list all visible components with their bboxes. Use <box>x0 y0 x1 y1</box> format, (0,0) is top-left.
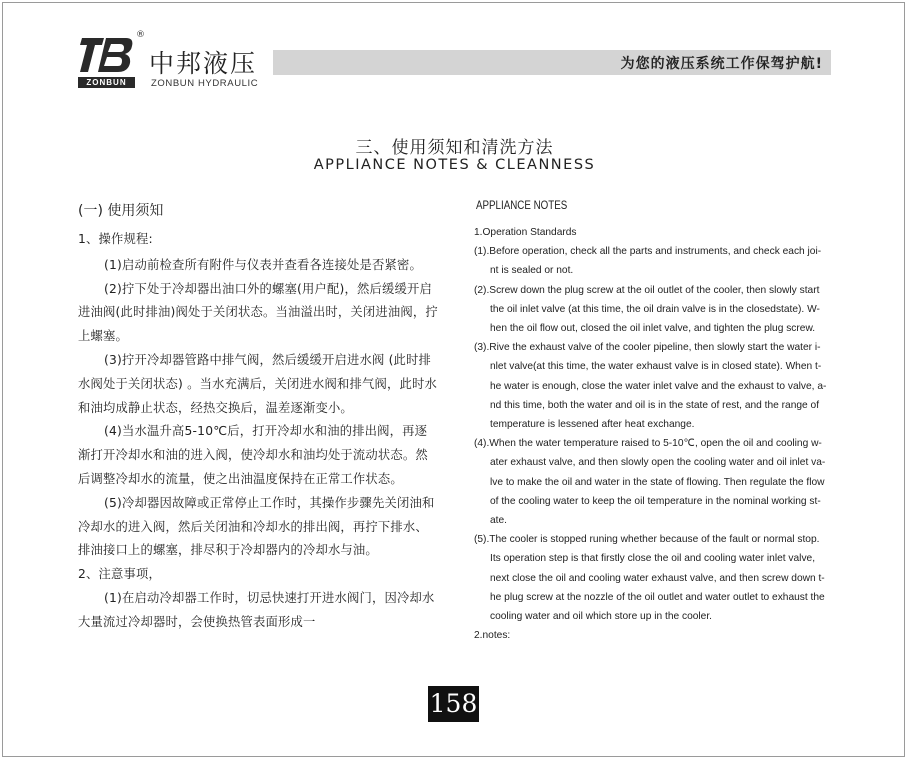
right-column <box>474 200 854 645</box>
text-line: nd this time, both the water and oil is in the state of rest, and the range of <box>490 399 820 411</box>
section-title-en: APPLIANCE NOTES & CLEANNESS <box>313 157 596 173</box>
text-line: of the cooling water to keep the oil temperature in the nominal working st- <box>490 495 821 507</box>
slogan: 为您的液压系统工作保驾护航! <box>620 56 823 72</box>
paragraph: 2、注意事项， <box>78 567 162 582</box>
registered-mark: ® <box>136 30 145 40</box>
section-title-cn: 三、使用须知和清洗方法 <box>355 138 554 158</box>
page-number: 158 <box>428 686 479 722</box>
slogan-bar <box>273 50 831 75</box>
text-line: the oil inlet valve (at this time, the oil drain valve is in the closedstate). W- <box>490 303 820 315</box>
text-line: he water is enough, close the water inlet valve and the exhaust to valve, a- <box>490 380 827 392</box>
text-line: 2.notes: <box>474 630 511 642</box>
right-heading: APPLIANCE NOTES <box>476 200 568 212</box>
left-heading: (一) 使用须知 <box>78 203 164 219</box>
text-line: (1).Before operation, check all the parts and instruments, and check each joi- <box>474 246 822 258</box>
logo-brand-band: ZONBUN <box>78 77 135 88</box>
text-line: hen the oil flow out, closed the oil inlet valve, and tighten the plug screw. <box>490 323 816 335</box>
paragraph: (1)启动前检查所有附件与仪表并查看各连接处是否紧密。 <box>104 257 422 272</box>
text-line: Its operation step is that firstly close the oil and cooling water inlet valve, <box>490 553 816 565</box>
paragraph: (5)冷却器因故障或正常停止工作时，其操作步骤先关闭油和冷却水的进入阀，然后关闭油和冷却水的排出阀，再拧下排水、排油接口上的螺塞，排尽积于冷却器内的冷却水与油。 <box>78 495 435 558</box>
text-line: ate. <box>490 515 507 527</box>
text-line: lve to make the oil and water in the state of flowing. Then regulate the flow <box>490 476 825 488</box>
text-line: nt is sealed or not. <box>490 265 574 277</box>
zonbun-logo-icon <box>78 38 134 72</box>
paragraph: (3)拧开冷却器管路中排气阀，然后缓缓开启进水阀 (此时排水阀处于关闭状态) 。当水充满后，关闭进水阀和排气阀，此时水和油均成静止状态，经热交换后，温差逐渐变小。 <box>78 352 438 415</box>
text-line: 1.Operation Standards <box>474 227 577 238</box>
text-line: next close the oil and cooling water exhaust valve, and then screw down t- <box>490 572 825 584</box>
left-column <box>78 200 438 635</box>
text-line: cooling water and oil which store up in the cooler. <box>490 611 712 623</box>
company-name-en: ZONBUN HYDRAULIC <box>151 78 259 89</box>
text-line: (3).Rive the exhaust valve of the cooler pipeline, then slowly start the water i- <box>474 342 821 354</box>
text-line: nlet valve(at this time, the water exhaust valve is in closed state). When t- <box>490 361 822 373</box>
text-line: (2).Screw down the plug screw at the oil outlet of the cooler, then slowly start <box>474 284 820 296</box>
paragraph: (4)当水温升高5-10℃后，打开冷却水和油的排出阀，再逐渐打开冷却水和油的进入阀，使冷却水和油均处于流动状态。然后调整冷却水的流量，使之出油温度保持在正常工作状态。 <box>78 424 428 486</box>
paragraph: (1)在启动冷却器工作时，切忌快速打开进水阀门，因冷却水大量流过冷却器时，会使换热管表面形成一 <box>78 590 435 629</box>
company-name-cn: 中邦液压 <box>149 49 258 78</box>
text-line: (5).The cooler is stopped runing whether because of the fault or normal stop. <box>474 534 820 546</box>
text-line: temperature is lessened after heat exchange. <box>490 419 695 431</box>
paragraph: (2)拧下处于冷却器出油口外的螺塞(用户配)，然后缓缓开启进油阀(此时排油)阀处于关闭状态。当油溢出时，关闭进油阀，拧上螺塞。 <box>78 281 438 344</box>
text-line: ater exhaust valve, and then slowly open the cooling water and oil inlet va- <box>490 457 826 469</box>
text-line: (4).When the water temperature raised to 5-10℃, open the oil and cooling w- <box>474 438 822 450</box>
text-line: he plug screw at the nozzle of the oil outlet and water outlet to exhaust the <box>490 591 825 603</box>
paragraph: 1、操作规程: <box>78 232 153 246</box>
